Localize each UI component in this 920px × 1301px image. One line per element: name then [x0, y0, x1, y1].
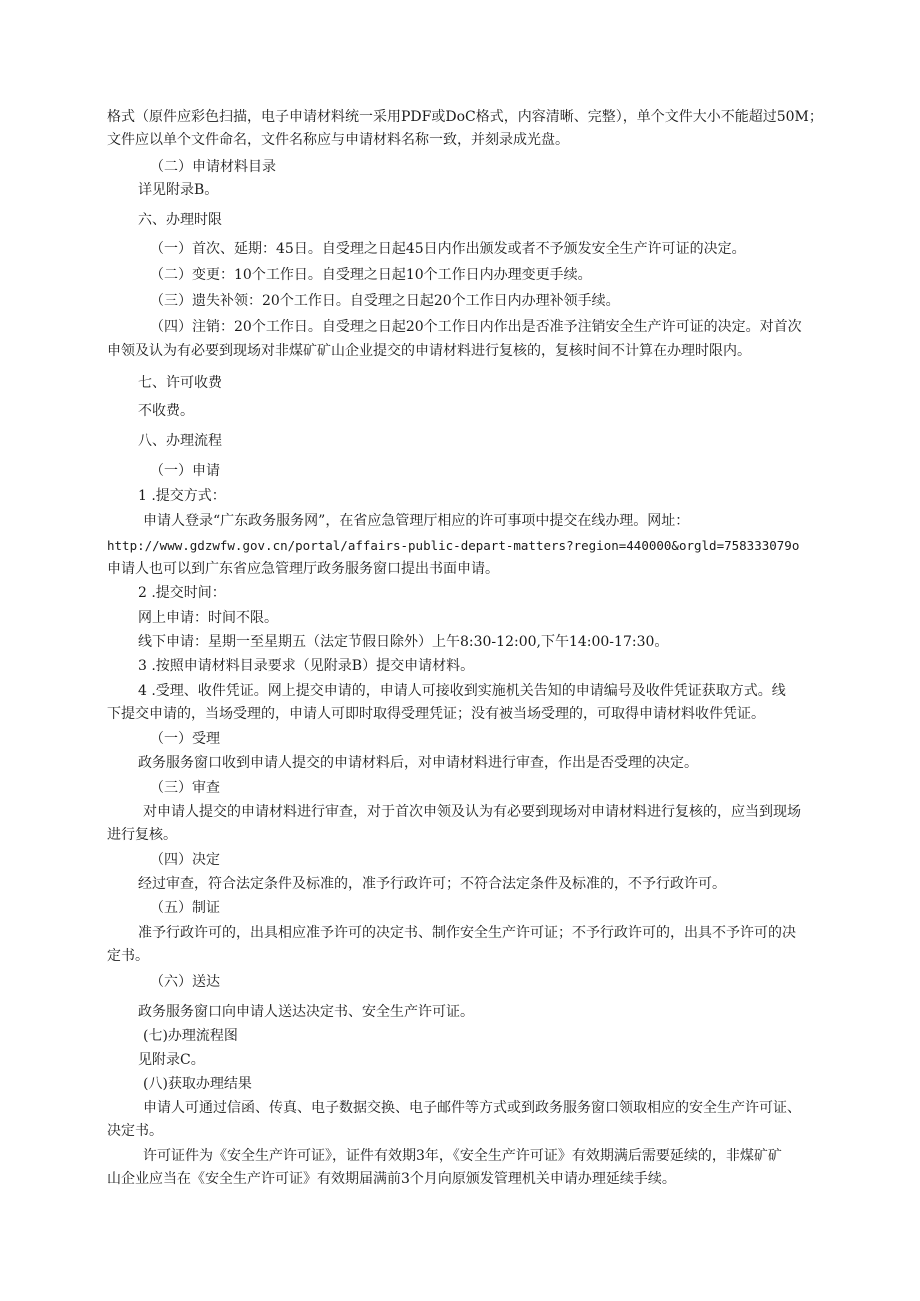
section-heading: （二）申请材料目录: [150, 159, 276, 175]
list-item: 2 .提交时间：: [138, 585, 226, 601]
list-item: 1 .提交方式：: [138, 488, 226, 504]
section-heading: 六、办理时限: [138, 212, 222, 228]
paragraph-line: 申请人也可以到广东省应急管理厅政务服务窗口提出书面申请。: [107, 561, 499, 577]
paragraph-line: 文件应以单个文件命名，文件名称应与申请材料名称一致，并刻录成光盘。: [107, 132, 569, 148]
paragraph-line: 不收费。: [138, 403, 194, 419]
paragraph-line: 经过审查，符合法定条件及标准的，准予行政许可；不符合法定条件及标准的，不予行政许可。: [138, 876, 726, 892]
section-heading: （一）申请: [150, 463, 220, 479]
section-heading: 七、许可收费: [138, 375, 222, 391]
section-heading: （四）决定: [150, 852, 220, 868]
paragraph-line: 下提交申请的，当场受理的，申请人可即时取得受理凭证；没有被当场受理的，可取得申请材料收件凭证。: [107, 706, 765, 722]
section-heading: （三）审查: [150, 780, 220, 796]
list-item: （四）注销：20个工作日。自受理之日起20个工作日内作出是否准予注销安全生产许可证的决定。对首次: [150, 319, 802, 335]
section-heading: (八)获取办理结果: [143, 1076, 252, 1092]
list-item: （三）遗失补领：20个工作日。自受理之日起20个工作日内办理补领手续。: [150, 293, 620, 309]
paragraph-line: 决定书。: [107, 1123, 163, 1139]
list-item: （二）变更：10个工作日。自受理之日起10个工作日内办理变更手续。: [150, 267, 592, 283]
paragraph-line: 线下申请：星期一至星期五（法定节假日除外）上午8:30-12:00,下午14:00-17:30。: [138, 634, 669, 650]
list-item: 4 .受理、收件凭证。网上提交申请的，申请人可接收到实施机关告知的申请编号及收件凭证获取方式。线: [138, 683, 786, 699]
section-heading: (七)办理流程图: [143, 1028, 238, 1044]
paragraph-line: 申请人登录“广东政务服务网”，在省应急管理厅相应的许可事项中提交在线办理。网址：: [143, 513, 690, 529]
section-heading: 八、办理流程: [138, 433, 222, 449]
paragraph-line: 对申请人提交的申请材料进行审查，对于首次申领及认为有必要到现场对申请材料进行复核的，应当到现场: [143, 804, 801, 820]
paragraph-line: 格式（原件应彩色扫描，电子申请材料统一采用PDF或DoC格式，内容清晰、完整），单个文件大小不能超过50M；: [107, 109, 823, 125]
paragraph-line: 政务服务窗口收到申请人提交的申请材料后，对申请材料进行审查，作出是否受理的决定。: [138, 755, 698, 771]
url-text: http://www.gdzwfw.gov.cn/portal/affairs-public-depart-matters?region=440000&orgld=758333079o: [107, 538, 800, 553]
paragraph-line: 定书。: [107, 948, 149, 964]
paragraph-line: 详见附录B。: [138, 182, 219, 198]
section-heading: （一）受理: [150, 731, 220, 747]
list-item: （一）首次、延期：45日。自受理之日起45日内作出颁发或者不予颁发安全生产许可证的决定。: [150, 241, 746, 257]
section-heading: （六）送达: [150, 974, 220, 990]
paragraph-line: 政务服务窗口向申请人送达决定书、安全生产许可证。: [138, 1004, 474, 1020]
paragraph-line: 见附录C。: [138, 1052, 205, 1068]
paragraph-line: 许可证件为《安全生产许可证》，证件有效期3年，《安全生产许可证》有效期满后需要延续的，非煤矿矿: [143, 1148, 782, 1164]
paragraph-line: 准予行政许可的，出具相应准予许可的决定书、制作安全生产许可证；不予行政许可的，出具不予许可的决: [138, 925, 796, 941]
paragraph-line: 山企业应当在《安全生产许可证》有效期届满前3个月向原颁发管理机关申请办理延续手续。: [107, 1171, 676, 1187]
section-heading: （五）制证: [150, 900, 220, 916]
paragraph-line: 进行复核。: [107, 827, 177, 843]
list-item: 3 .按照申请材料目录要求（见附录B）提交申请材料。: [138, 658, 475, 674]
paragraph-line: 网上申请：时间不限。: [138, 610, 278, 626]
paragraph-line: 申领及认为有必要到现场对非煤矿矿山企业提交的申请材料进行复核的，复核时间不计算在办理时限内。: [107, 343, 751, 359]
paragraph-line: 申请人可通过信函、传真、电子数据交换、电子邮件等方式或到政务服务窗口领取相应的安全生产许可证、: [143, 1100, 801, 1116]
